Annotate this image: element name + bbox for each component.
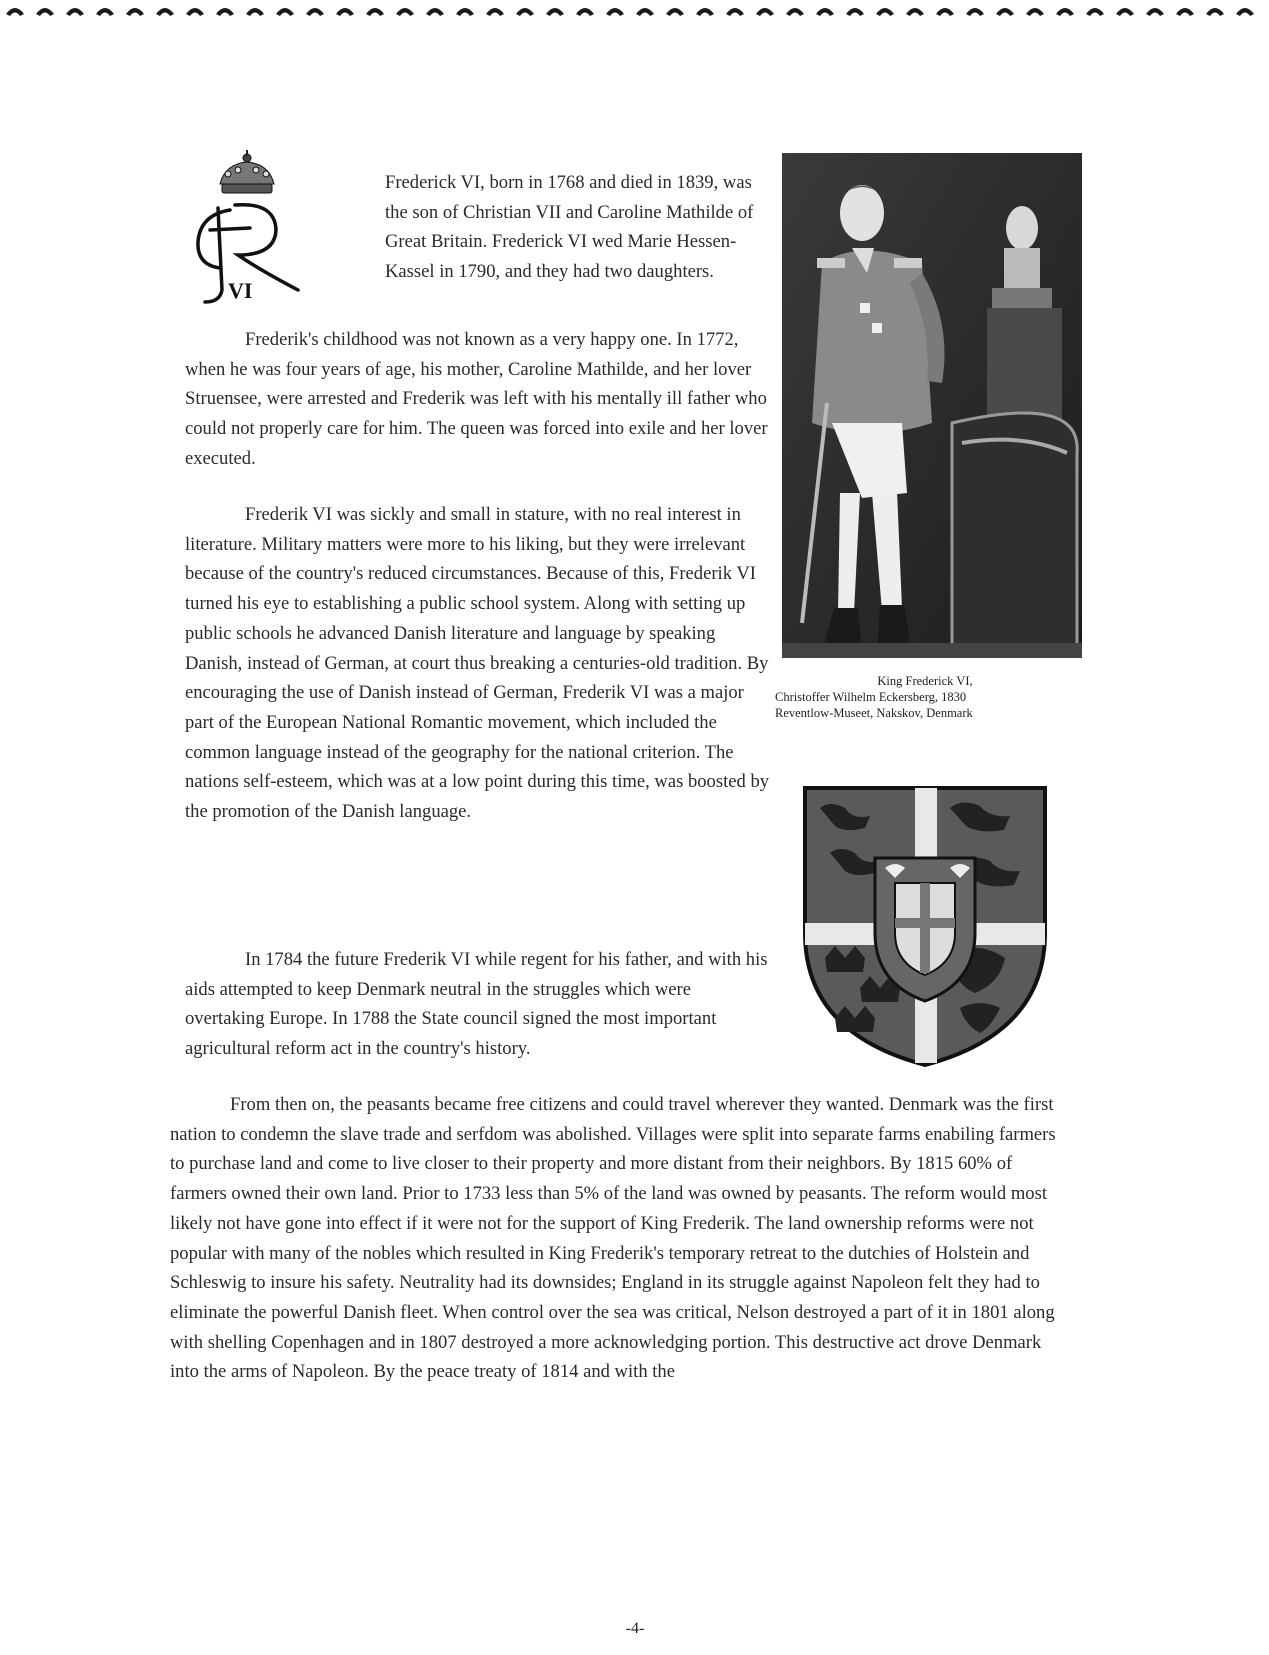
caption-location: Reventlow-Museet, Nakskov, Denmark [775,706,973,720]
monogram-numeral: VI [228,278,253,303]
page-number: -4- [625,1620,645,1637]
spiral-binding [0,0,1269,26]
paragraph-4: In 1784 the future Frederik VI while regent for his father, and with his aids attempted to keep Denmark neutral in the struggles which were overtaking Europe. In 1788 the State council signed the most important agricultural reform act in the country's history. [185,949,768,1060]
coat-of-arms-shield-icon [800,783,1050,1068]
paragraph-1 [185,168,770,318]
paragraph-3: Frederik VI was sickly and small in stature, with no real interest in literature. Military matters were more to his liking, but they were irrelevant because of the country's reduced circumstances. Because of this, Frederik VI turned his eye to establishing a public school system. Along with setting up public schools he advanced Danish literature and language by speaking Danish, instead of German, at court thus breaking a centuries-old tradition. By encouraging the use of Danish instead of German, Frederik VI was a major part of the European National Romantic movement, which included the common language instead of the geography for the national criterion. The nations self-esteem, which was at a low point during this time, was boosted by the promotion of the Danish language. [185,504,770,823]
paragraph-5: From then on, the peasants became free citizens and could travel wherever they wanted. Denmark was the first nation to condemn the slave trade and serfdom was abolished. Villages were split into separate farms enabiling farmers to purchase land and come to live closer to their property and more distant from their neighbors. By 1815 60% of farmers owned their own land. Prior to 1733 less than 5% of the land was owned by peasants. The reform would most likely not have gone into effect if it were not for the support of King Frederik. The land ownership reforms were not popular with many of the nobles which resulted in King Frederik's temporary retreat to the dutchies of Holstein and Schleswig to insure his safety. Neutrality had its downsides; England in its struggle against Napoleon felt they had to eliminate the powerful Danish fleet. When control over the sea was critical, Nelson destroyed a part of it in 1801 along with shelling Copenhagen and in 1807 destroyed a more acknowledging portion. This destructive act drove Denmark into the arms of Napoleon. By the peace treaty of 1814 and with the [170,1094,1056,1383]
paragraph-2: Frederik's childhood was not known as a very happy one. In 1772, when he was four years of age, his mother, Caroline Mathilde, and her lover Struensee, were arrested and Frederik was left with his mentally ill father who could not properly care for him. The queen was forced into exile and her lover executed. [185,329,768,469]
portrait-caption [770,673,1080,721]
monogram-spacer [185,168,385,318]
caption-title: King Frederick VI, [877,674,973,688]
portrait-king-frederick-vi-image [782,153,1082,658]
paragraph-1-text: Frederick VI, born in 1768 and died in 1839, was the son of Christian VII and Caroline Mathilde of Great Britain. Frederick VI wed Marie Hessen-Kassel in 1790, and they had two daughters. [385,172,754,283]
caption-artist: Christoffer Wilhelm Eckersberg, 1830 [775,690,967,704]
